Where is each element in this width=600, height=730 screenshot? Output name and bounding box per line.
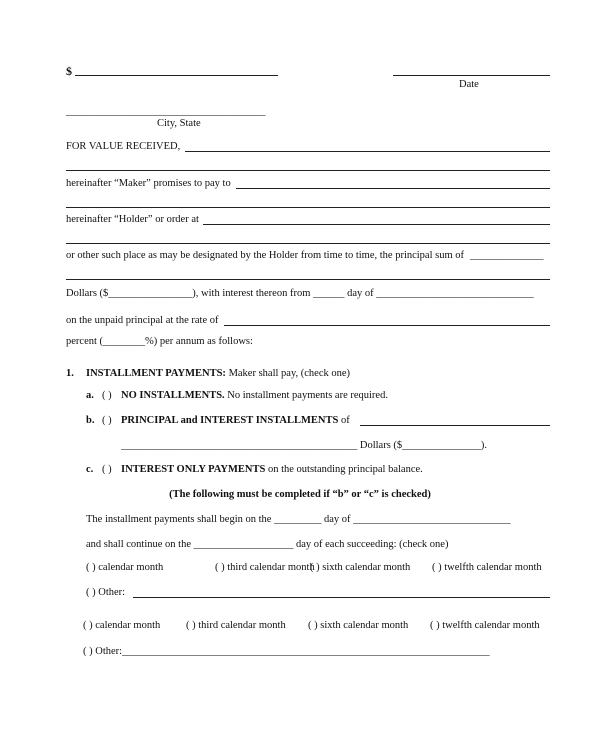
option-c-marker: c. [86,464,94,475]
installment-amount-field[interactable] [360,425,550,426]
installment-dollars-line[interactable]: _____________________________________________ Dollars ($_______________). [121,440,488,451]
option2-calendar-month[interactable]: ( ) calendar month [83,620,161,631]
holder-address-field[interactable] [203,224,550,225]
option-a-marker: a. [86,390,94,401]
date-label: Date [459,79,479,90]
option1-twelfth-calendar-month[interactable]: ( ) twelfth calendar month [432,562,542,573]
option2-third-calendar-month[interactable]: ( ) third calendar month [186,620,286,631]
payments-continue-line[interactable]: and shall continue on the ___________________ day of each succeeding: (check one) [86,539,449,550]
section-number: 1. [66,368,74,379]
dollars-interest-line[interactable]: Dollars ($________________), with interest thereon from ______ day of ______________________________ [66,288,534,299]
for-value-label: FOR VALUE RECEIVED, [66,141,181,152]
city-state-field[interactable]: ______________________________________ [66,106,266,117]
option-b-desc: of [338,415,350,426]
for-value-field-2[interactable] [66,170,550,171]
option1-other[interactable]: ( ) Other: [86,587,126,598]
option1-third-calendar-month[interactable]: ( ) third calendar month [215,562,315,573]
option-a-checkbox[interactable]: ( ) [102,390,112,401]
option1-sixth-calendar-month[interactable]: ( ) sixth calendar month [310,562,411,573]
option-c-checkbox[interactable]: ( ) [102,464,112,475]
option-c-text [121,464,423,476]
principal-sum-label: or other such place as may be designated by the Holder from time to time, the principal sum of [66,250,465,261]
option-b-checkbox[interactable]: ( ) [102,415,112,426]
section-heading [86,368,350,380]
option2-sixth-calendar-month[interactable]: ( ) sixth calendar month [308,620,409,631]
payments-begin-line[interactable]: The installment payments shall begin on the _________ day of ______________________________ [86,514,511,525]
principal-sum-field[interactable]: ______________ [470,250,544,261]
section-title: INSTALLMENT PAYMENTS: [86,368,226,379]
completion-notice: (The following must be completed if “b” or “c” is checked) [169,489,431,500]
option-b-text [121,415,350,427]
for-value-field[interactable] [185,151,550,152]
option-c-title: INTEREST ONLY PAYMENTS [121,464,266,475]
payee-field-2[interactable] [66,207,550,208]
maker-label: hereinafter “Maker” promises to pay to [66,178,231,189]
section-instruction: Maker shall pay, (check one) [225,368,351,379]
percent-line[interactable]: percent (________%) per annum as follows: [66,336,253,347]
rate-label: on the unpaid principal at the rate of [66,315,219,326]
option-c-desc: on the outstanding principal balance. [265,464,423,475]
city-state-label: City, State [157,118,201,129]
option-b-marker: b. [86,415,95,426]
rate-field[interactable] [224,325,550,326]
option-a-title: NO INSTALLMENTS. [121,390,225,401]
option1-other-field[interactable] [133,597,550,598]
option-a-desc: No installment payments are required. [224,390,388,401]
amount-field[interactable] [75,75,278,76]
option1-calendar-month[interactable]: ( ) calendar month [86,562,164,573]
holder-address-field-2[interactable] [66,243,550,244]
option-a-text [121,390,388,402]
payee-field[interactable] [236,188,550,189]
principal-words-field[interactable] [66,279,550,280]
option2-twelfth-calendar-month[interactable]: ( ) twelfth calendar month [430,620,540,631]
date-field[interactable] [393,75,550,76]
holder-label: hereinafter “Holder” or order at [66,214,199,225]
option2-other[interactable]: ( ) Other:______________________________________________________________________ [83,646,490,657]
dollar-sign: $ [66,64,72,78]
option-b-title: PRINCIPAL and INTEREST INSTALLMENTS [121,415,339,426]
